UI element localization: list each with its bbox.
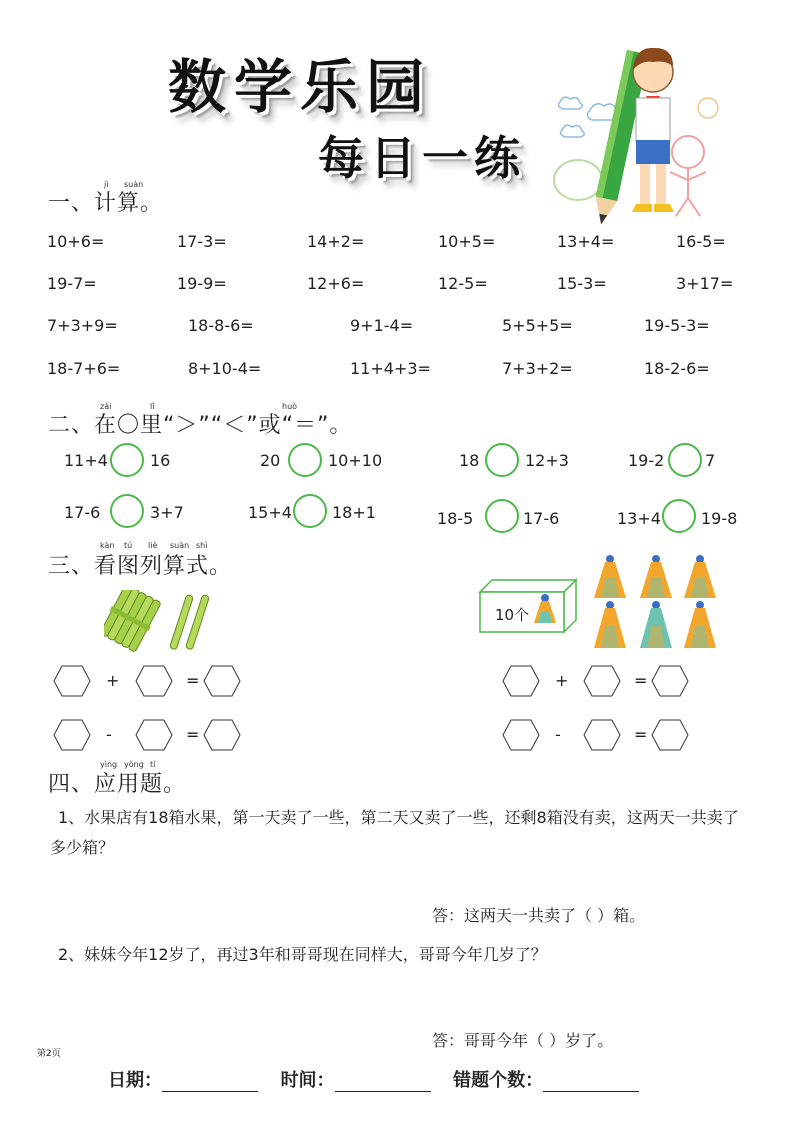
calc-item: 9+1-4= xyxy=(350,316,414,335)
calc-item: 10+6= xyxy=(47,232,105,251)
answer-hexagon[interactable] xyxy=(53,719,91,751)
shuttlecocks-group xyxy=(590,554,722,654)
pinyin-suan: suàn xyxy=(124,180,144,189)
answer-hexagon[interactable] xyxy=(583,665,621,697)
answer-hexagon[interactable] xyxy=(502,665,540,697)
time-field[interactable] xyxy=(335,1073,431,1092)
pinyin-huo: huò xyxy=(282,402,298,411)
shuttlecock-icon xyxy=(594,601,626,648)
time-label: 时间： xyxy=(280,1070,335,1091)
answer-1: 答：这两天一共卖了（ ）箱。 xyxy=(432,906,646,925)
compare-right: 19-8 xyxy=(701,509,738,528)
plus-sign: + xyxy=(555,671,569,690)
answer-hexagon[interactable] xyxy=(135,665,173,697)
errors-label: 错题个数： xyxy=(453,1070,544,1091)
calc-item: 11+4+3= xyxy=(350,359,431,378)
sticks-bundle-icon xyxy=(104,590,163,652)
compare-left: 15+4 xyxy=(248,503,292,522)
answer-hexagon[interactable] xyxy=(583,719,621,751)
compare-circle[interactable] xyxy=(485,499,519,533)
single-stick-icon xyxy=(169,594,209,649)
compare-circle[interactable] xyxy=(293,494,327,528)
answer-hexagon[interactable] xyxy=(651,719,689,751)
pinyin: shì xyxy=(196,541,208,550)
page-number: 第2页 xyxy=(37,1049,61,1059)
compare-right: 10+10 xyxy=(328,451,383,470)
sun-doodle-icon xyxy=(698,98,718,118)
compare-left: 20 xyxy=(260,451,281,470)
kid-doodle-icon xyxy=(672,136,704,168)
calc-item: 12+6= xyxy=(307,274,365,293)
date-label: 日期： xyxy=(108,1070,162,1091)
calc-item: 16-5= xyxy=(676,232,726,251)
shuttlecock-icon xyxy=(532,593,558,629)
compare-left: 19-2 xyxy=(628,451,665,470)
compare-circle[interactable] xyxy=(110,494,144,528)
calc-item: 18-8-6= xyxy=(188,316,254,335)
calc-item: 15-3= xyxy=(557,274,607,293)
answer-2: 答：哥哥今年（ ）岁了。 xyxy=(432,1031,614,1050)
calc-item: 5+5+5= xyxy=(502,316,573,335)
equals-sign: = xyxy=(186,671,200,690)
compare-left: 13+4 xyxy=(617,509,661,528)
compare-right: 18+1 xyxy=(332,503,376,522)
calc-item: 13+4= xyxy=(557,232,615,251)
pinyin: liè xyxy=(148,541,158,550)
compare-circle[interactable] xyxy=(668,443,702,477)
answer-hexagon[interactable] xyxy=(53,665,91,697)
pinyin: tú xyxy=(124,541,133,550)
calc-item: 18-2-6= xyxy=(644,359,710,378)
calc-item: 17-3= xyxy=(177,232,227,251)
footer-bar xyxy=(108,1066,639,1092)
minus-sign: - xyxy=(555,725,561,744)
calc-item: 3+17= xyxy=(676,274,734,293)
calc-item: 19-9= xyxy=(177,274,227,293)
compare-left: 18 xyxy=(459,451,480,470)
compare-right: 3+7 xyxy=(150,503,184,522)
pinyin: yòng xyxy=(124,760,144,769)
compare-right: 17-6 xyxy=(523,509,560,528)
pinyin: tí xyxy=(150,760,156,769)
compare-circle[interactable] xyxy=(110,443,144,477)
compare-right: 16 xyxy=(150,451,171,470)
pinyin: suàn xyxy=(170,541,190,550)
boy-with-pencil-illustration xyxy=(548,40,734,230)
calc-item: 14+2= xyxy=(307,232,365,251)
cloud-doodle-icon-2 xyxy=(559,97,583,109)
calc-item: 7+3+9= xyxy=(47,316,118,335)
calc-item: 19-5-3= xyxy=(644,316,710,335)
calc-item: 7+3+2= xyxy=(502,359,573,378)
date-field[interactable] xyxy=(162,1073,258,1092)
pinyin: yìng xyxy=(100,760,118,769)
pinyin: kàn xyxy=(100,541,115,550)
section-4-heading: 四、应用题。 xyxy=(48,772,187,797)
pinyin-zai: zài xyxy=(100,402,112,411)
box-label: 10个 xyxy=(495,606,530,624)
calc-item: 8+10-4= xyxy=(188,359,262,378)
answer-hexagon[interactable] xyxy=(502,719,540,751)
compare-left: 18-5 xyxy=(437,509,474,528)
compare-right: 12+3 xyxy=(525,451,569,470)
equals-sign: = xyxy=(186,725,200,744)
shuttlecock-icon xyxy=(640,555,672,598)
section-1-label: 一、计算。 xyxy=(48,191,164,216)
pinyin-ji: jì xyxy=(104,180,109,189)
compare-circle[interactable] xyxy=(662,499,696,533)
shuttlecock-icon xyxy=(684,601,716,648)
pinyin-li: lǐ xyxy=(150,402,155,411)
equals-sign: = xyxy=(634,671,648,690)
page-subtitle: 每日一练 xyxy=(318,131,526,185)
compare-left: 11+4 xyxy=(64,451,108,470)
compare-circle[interactable] xyxy=(288,443,322,477)
compare-left: 17-6 xyxy=(64,503,101,522)
section-2-heading: 二、在〇里“＞”“＜”或“＝”。 xyxy=(48,413,353,438)
calc-item: 12-5= xyxy=(438,274,488,293)
answer-hexagon[interactable] xyxy=(651,665,689,697)
compare-circle[interactable] xyxy=(485,443,519,477)
section-1-heading xyxy=(48,186,163,217)
problem-2: 2、妹妹今年12岁了，再过3年和哥哥现在同样大，哥哥今年几岁了？ xyxy=(58,945,547,964)
plus-sign: + xyxy=(106,671,120,690)
minus-sign: - xyxy=(106,725,112,744)
calc-item: 18-7+6= xyxy=(47,359,121,378)
calc-item: 19-7= xyxy=(47,274,97,293)
shuttlecock-icon xyxy=(684,555,716,598)
calc-item: 10+5= xyxy=(438,232,496,251)
section-3-heading: 三、看图列算式。 xyxy=(48,554,233,579)
answer-hexagon[interactable] xyxy=(135,719,173,751)
errors-field[interactable] xyxy=(543,1073,639,1092)
shuttlecock-icon xyxy=(640,601,672,648)
shuttlecock-icon xyxy=(594,555,626,598)
cloud-doodle-icon-3 xyxy=(561,125,585,137)
equals-sign: = xyxy=(634,725,648,744)
pig-doodle-icon xyxy=(554,160,602,200)
compare-right: 7 xyxy=(705,451,716,470)
answer-hexagon[interactable] xyxy=(203,719,241,751)
sticks-bundle-illustration xyxy=(104,590,216,652)
problem-1: 1、水果店有18箱水果，第一天卖了一些，第二天又卖了一些，还剩8箱没有卖，这两天一共卖了多少箱？ xyxy=(50,808,739,857)
answer-hexagon[interactable] xyxy=(203,665,241,697)
page-title: 数学乐园 xyxy=(168,53,433,121)
